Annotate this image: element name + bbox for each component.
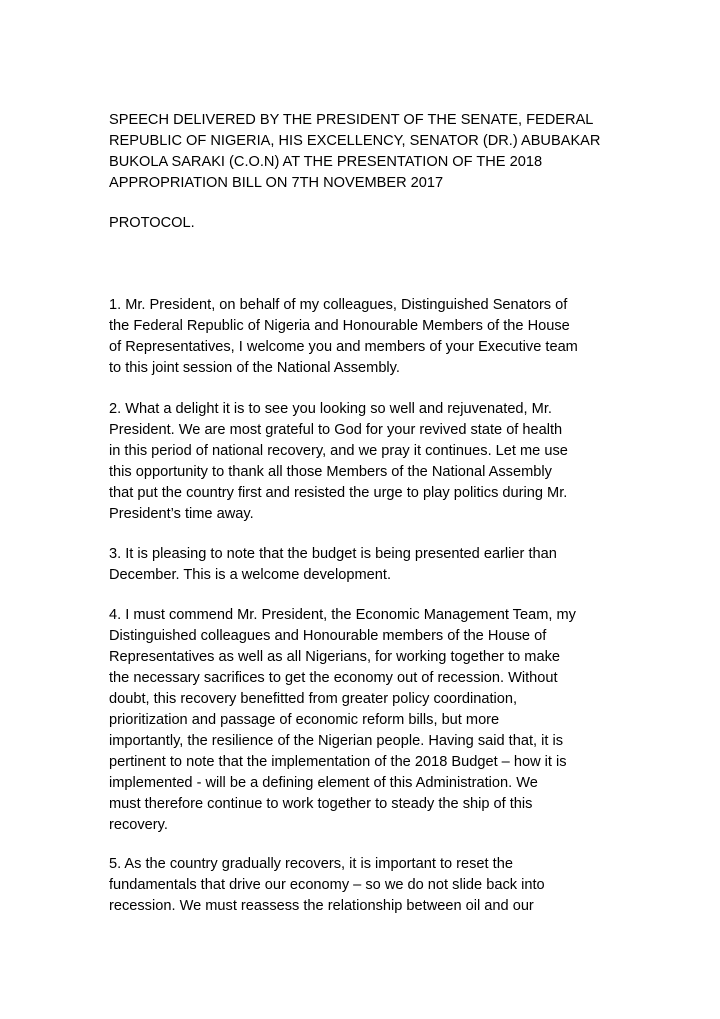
- paragraph-line: this opportunity to thank all those Members of the National Assembly: [109, 464, 552, 480]
- paragraph-line: recovery.: [109, 817, 168, 833]
- paragraph-line: 3. It is pleasing to note that the budget is being presented earlier than: [109, 546, 557, 562]
- paragraph-line: to this joint session of the National Assembly.: [109, 360, 400, 376]
- paragraph-line: fundamentals that drive our economy – so we do not slide back into: [109, 877, 545, 893]
- paragraph-4: [109, 605, 619, 836]
- paragraph-5: [109, 854, 619, 917]
- paragraph-line: in this period of national recovery, and we pray it continues. Let me use: [109, 443, 568, 459]
- paragraph-line: the Federal Republic of Nigeria and Honourable Members of the House: [109, 318, 570, 334]
- paragraph-line: importantly, the resilience of the Nigerian people. Having said that, it is: [109, 733, 563, 749]
- paragraph-line: Representatives as well as all Nigerians, for working together to make: [109, 649, 560, 665]
- paragraph-3: [109, 544, 619, 586]
- paragraph-line: 1. Mr. President, on behalf of my colleagues, Distinguished Senators of: [109, 297, 568, 313]
- paragraph-line: December. This is a welcome development.: [109, 567, 392, 583]
- paragraph-line: recession. We must reassess the relationship between oil and our: [109, 898, 534, 914]
- protocol-text: PROTOCOL.: [109, 215, 195, 231]
- paragraph-line: President. We are most grateful to God for your revived state of health: [109, 422, 563, 438]
- protocol-heading: [109, 213, 619, 234]
- paragraph-line: prioritization and passage of economic reform bills, but more: [109, 712, 500, 728]
- title-line: APPROPRIATION BILL ON 7TH NOVEMBER 2017: [109, 175, 444, 191]
- title-line: BUKOLA SARAKI (C.O.N) AT THE PRESENTATION OF THE 2018: [109, 154, 543, 170]
- paragraph-line: the necessary sacrifices to get the economy out of recession. Without: [109, 670, 558, 686]
- paragraph-line: 2. What a delight it is to see you looking so well and rejuvenated, Mr.: [109, 401, 552, 417]
- paragraph-line: Distinguished colleagues and Honourable members of the House of: [109, 628, 547, 644]
- paragraph-1: [109, 295, 619, 379]
- paragraph-line: President’s time away.: [109, 506, 254, 522]
- paragraph-line: doubt, this recovery benefitted from greater policy coordination,: [109, 691, 518, 707]
- title-line: SPEECH DELIVERED BY THE PRESIDENT OF THE SENATE, FEDERAL: [109, 112, 594, 128]
- title-line: REPUBLIC OF NIGERIA, HIS EXCELLENCY, SENATOR (DR.) ABUBAKAR: [109, 133, 601, 149]
- paragraph-line: 4. I must commend Mr. President, the Economic Management Team, my: [109, 607, 576, 623]
- document-title: [109, 110, 619, 194]
- paragraph-line: pertinent to note that the implementation of the 2018 Budget – how it is: [109, 754, 567, 770]
- paragraph-line: 5. As the country gradually recovers, it is important to reset the: [109, 856, 513, 872]
- paragraph-line: implemented - will be a defining element of this Administration. We: [109, 775, 538, 791]
- paragraph-2: [109, 399, 619, 525]
- paragraph-line: must therefore continue to work together to steady the ship of this: [109, 796, 533, 812]
- paragraph-line: that put the country first and resisted the urge to play politics during Mr.: [109, 485, 568, 501]
- paragraph-line: of Representatives, I welcome you and members of your Executive team: [109, 339, 578, 355]
